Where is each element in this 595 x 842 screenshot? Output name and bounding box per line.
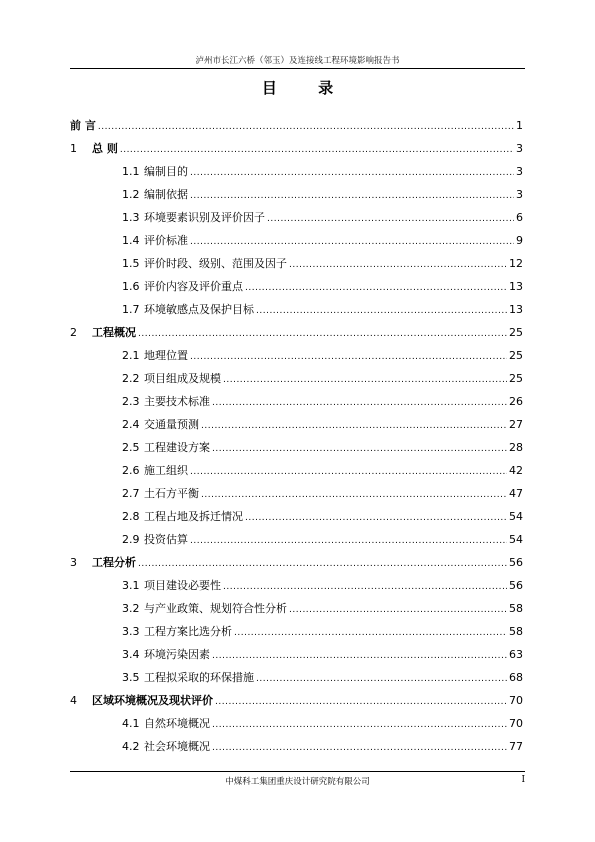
toc-entry[interactable] [70,528,523,551]
toc-entry-title: 评价时段、级别、范围及因子 [144,257,287,270]
toc-entry[interactable] [70,620,523,643]
toc-entry-title: 环境要素识别及评价因子 [144,211,265,224]
toc-leader-dots [201,484,507,507]
toc-leader-dots [190,530,507,553]
toc-entry-page: 27 [509,418,523,431]
toc-entry-title: 主要技术标准 [144,395,210,408]
toc-leader-dots [256,668,507,691]
toc-entry[interactable] [70,114,523,137]
toc-entry-page: 56 [509,556,523,569]
toc-entry-number: 1.5 [122,257,140,270]
toc-entry[interactable] [70,482,523,505]
toc-entry-page: 3 [516,165,523,178]
toc-leader-dots [212,645,507,668]
toc-entry-number: 1.6 [122,280,140,293]
toc-entry[interactable] [70,459,523,482]
toc-entry-title: 自然环境概况 [144,717,210,730]
toc-leader-dots [201,415,507,438]
toc-leader-dots [234,622,507,645]
toc-entry-page: 25 [509,349,523,362]
toc-entry-number: 2.2 [122,372,140,385]
toc-entry-title: 编制依据 [144,188,188,201]
toc-entry-title: 编制目的 [144,165,188,178]
toc-leader-dots [98,116,514,139]
toc-entry-number: 2.9 [122,533,140,546]
toc-entry-number: 2.7 [122,487,140,500]
toc-entry-page: 58 [509,625,523,638]
toc-entry-title: 评价标准 [144,234,188,247]
toc-entry-number: 2.8 [122,510,140,523]
toc-entry-title: 环境污染因素 [144,648,210,661]
toc-entry-title: 总 则 [92,142,118,155]
toc-entry[interactable] [70,551,523,574]
running-header: 泸州市长江六桥（邻玉）及连接线工程环境影响报告书 [195,56,400,66]
toc-leader-dots [256,300,507,323]
toc-entry-page: 6 [516,211,523,224]
toc-leader-dots [223,369,507,392]
toc-leader-dots [289,254,507,277]
toc-entry-title: 工程占地及拆迁情况 [144,510,243,523]
toc-entry-title: 地理位置 [144,349,188,362]
toc-leader-dots [190,231,514,254]
toc-entry-title: 社会环境概况 [144,740,210,753]
toc-leader-dots [215,691,507,714]
toc-entry[interactable] [70,597,523,620]
toc-entry-page: 70 [509,717,523,730]
toc-entry-title: 项目组成及规模 [144,372,221,385]
toc-entry-number: 2.5 [122,441,140,454]
toc-entry-title: 交通量预测 [144,418,199,431]
toc-leader-dots [138,553,507,576]
toc-entry-title: 工程拟采取的环保措施 [144,671,254,684]
toc-leader-dots [138,323,507,346]
toc-entry[interactable] [70,735,523,758]
toc-entry[interactable] [70,252,523,275]
toc-entry-page: 77 [509,740,523,753]
toc-entry-title: 与产业政策、规划符合性分析 [144,602,287,615]
header-divider [70,68,525,69]
toc-entry-number: 1.3 [122,211,140,224]
toc-entry-number: 1.7 [122,303,140,316]
toc-entry-number: 4.1 [122,717,140,730]
toc-entry[interactable] [70,298,523,321]
toc-entry-number: 1.4 [122,234,140,247]
toc-leader-dots [190,185,514,208]
toc-entry-page: 13 [509,303,523,316]
toc-entry[interactable] [70,367,523,390]
toc-leader-dots [212,714,507,737]
toc-leader-dots [212,737,507,760]
toc-leader-dots [190,346,507,369]
toc-entry-page: 1 [516,119,523,132]
toc-entry-number: 3 [70,556,77,569]
toc-entry-title: 工程概况 [92,326,136,339]
toc-entry-page: 9 [516,234,523,247]
toc-entry-page: 47 [509,487,523,500]
toc-entry[interactable] [70,160,523,183]
toc-leader-dots [120,139,514,162]
page-title: 目 录 [261,79,352,97]
toc-entry[interactable] [70,137,523,160]
toc-entry-title: 前 言 [70,119,96,132]
toc-entry-title: 评价内容及评价重点 [144,280,243,293]
toc-entry-number: 2 [70,326,77,339]
toc-entry-page: 56 [509,579,523,592]
toc-leader-dots [245,277,507,300]
toc-entry-title: 项目建设必要性 [144,579,221,592]
toc-entry-page: 25 [509,372,523,385]
toc-entry[interactable] [70,183,523,206]
toc-entry[interactable] [70,712,523,735]
toc-entry-title: 工程分析 [92,556,136,569]
toc-entry-title: 工程建设方案 [144,441,210,454]
toc-entry-number: 3.3 [122,625,140,638]
toc-entry-number: 2.6 [122,464,140,477]
toc-entry[interactable] [70,689,523,712]
toc-entry-number: 1.1 [122,165,140,178]
toc-entry-title: 土石方平衡 [144,487,199,500]
toc-entry[interactable] [70,275,523,298]
toc-entry-title: 工程方案比选分析 [144,625,232,638]
toc-leader-dots [190,162,514,185]
toc-leader-dots [212,392,507,415]
toc-entry[interactable] [70,344,523,367]
toc-entry-number: 1.2 [122,188,140,201]
footer-organization: 中煤科工集团重庆设计研究院有限公司 [225,777,370,787]
toc-entry-page: 13 [509,280,523,293]
toc-leader-dots [212,438,507,461]
toc-entry-number: 2.3 [122,395,140,408]
toc-entry-page: 58 [509,602,523,615]
toc-entry-number: 3.4 [122,648,140,661]
toc-entry[interactable] [70,413,523,436]
toc-entry[interactable] [70,321,523,344]
toc-entry-number: 4 [70,694,77,707]
toc-entry-page: 3 [516,188,523,201]
toc-entry-number: 3.1 [122,579,140,592]
toc-leader-dots [190,461,507,484]
toc-leader-dots [223,576,507,599]
toc-leader-dots [289,599,507,622]
toc-entry-page: 25 [509,326,523,339]
toc-entry-page: 26 [509,395,523,408]
toc-entry-page: 68 [509,671,523,684]
table-of-contents [70,114,523,758]
toc-entry-number: 3.5 [122,671,140,684]
toc-entry-title: 区域环境概况及现状评价 [92,694,213,707]
toc-entry[interactable] [70,206,523,229]
toc-entry[interactable] [70,229,523,252]
page-number: I [521,775,525,785]
toc-entry-page: 54 [509,510,523,523]
toc-entry-title: 施工组织 [144,464,188,477]
toc-entry-number: 3.2 [122,602,140,615]
toc-entry[interactable] [70,505,523,528]
toc-entry-number: 4.2 [122,740,140,753]
toc-entry[interactable] [70,436,523,459]
toc-entry-page: 28 [509,441,523,454]
toc-leader-dots [245,507,507,530]
toc-entry[interactable] [70,390,523,413]
toc-entry-page: 3 [516,142,523,155]
toc-entry-title: 投资估算 [144,533,188,546]
toc-entry[interactable] [70,643,523,666]
toc-entry[interactable] [70,574,523,597]
toc-entry-page: 42 [509,464,523,477]
toc-entry-page: 54 [509,533,523,546]
toc-entry-page: 12 [509,257,523,270]
toc-entry-number: 2.1 [122,349,140,362]
toc-entry-number: 1 [70,142,77,155]
toc-entry[interactable] [70,666,523,689]
toc-entry-number: 2.4 [122,418,140,431]
toc-entry-title: 环境敏感点及保护目标 [144,303,254,316]
toc-entry-page: 70 [509,694,523,707]
toc-entry-page: 63 [509,648,523,661]
footer-divider [70,771,525,772]
toc-leader-dots [267,208,514,231]
